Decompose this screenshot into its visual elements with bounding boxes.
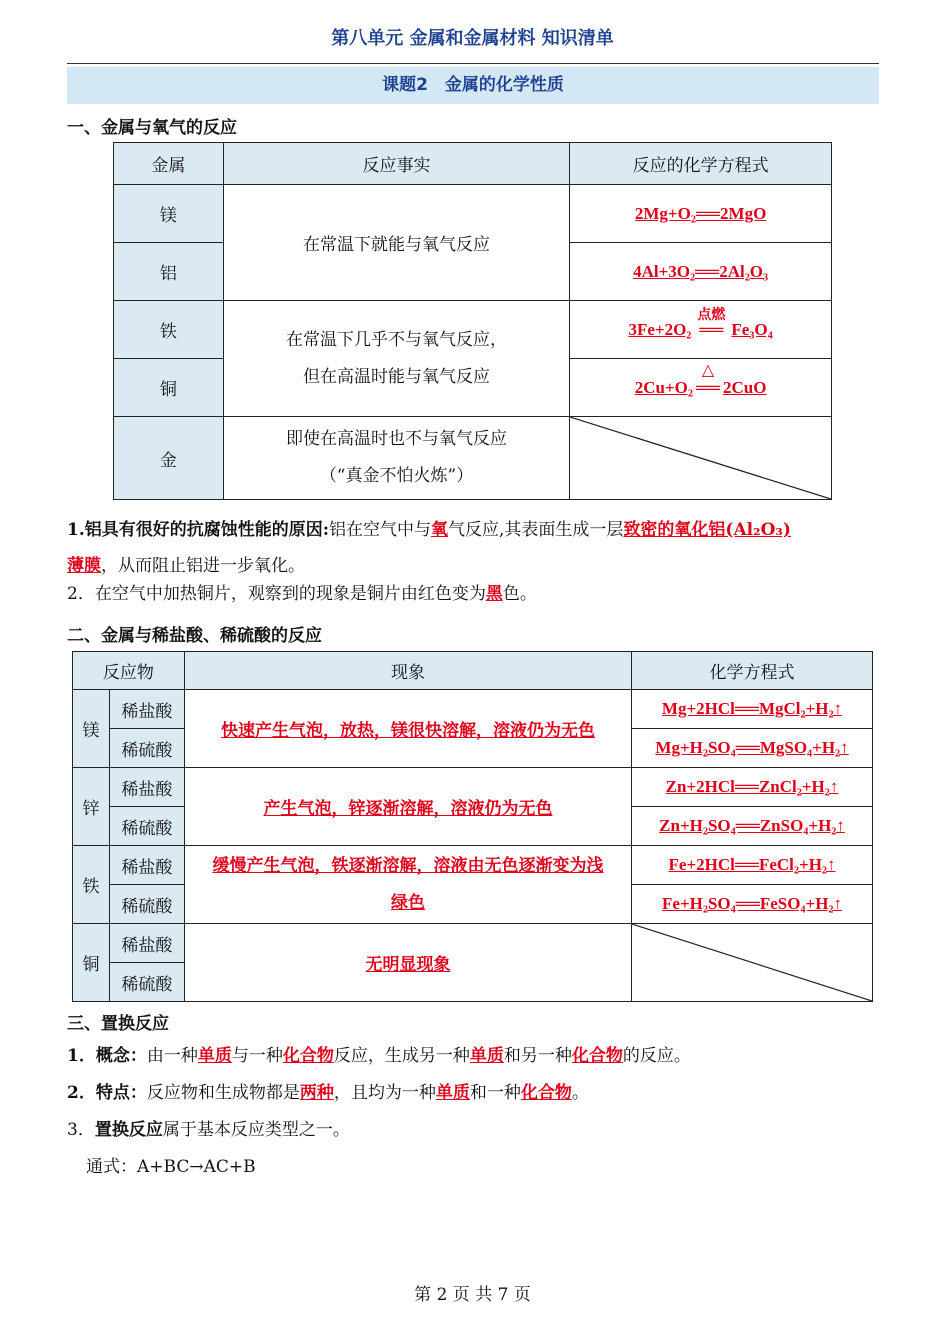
metal-zn: 锌 [73,768,110,846]
table-header-row [73,652,873,690]
table-row [114,417,832,500]
fact-fe-cu-line2: 但在高温时能与氧气反应 [303,366,491,387]
header-reactant: 反应物 [73,652,185,690]
metal-au: 金 [114,417,224,500]
diagonal-line [570,417,831,499]
condition-ignite: 点燃 [697,306,726,323]
page-footer: 第 2 页 共 7 页 [414,1285,531,1305]
equation-mg-hcl: Mg+2HCl══MgCl₂+H₂↑ [661,699,843,718]
empty-diagonal-cell [570,417,832,500]
fact-mg-al: 在常温下就能与氧气反应 [223,185,569,301]
table-row [114,185,832,243]
table-row: 铜 稀盐酸 无明显现象 [73,924,873,963]
diagonal-line [632,924,872,1001]
metal-al: 铝 [114,243,224,301]
paragraph-aluminum: 1.铝具有很好的抗腐蚀性能的原因:铝在空气中与氧气反应,其表面生成一层致密的氧化铝(Al₂O₃) 薄膜，从而阻止铝进一步氧化。 [67,520,791,576]
header-rule [67,63,879,64]
equation-fe-hcl: Fe+2HCl══FeCl₂+H₂↑ [668,855,836,874]
section-1-title: 一、金属与氧气的反应 [67,118,237,138]
fact-au: 即使在高温时也不与氧气反应 （“真金不怕火炼”） [223,417,569,500]
definition-line: 1．概念：由一种单质与一种化合物反应，生成另一种单质和另一种化合物的反应。 [67,1046,691,1066]
table-row [114,301,832,359]
section-3-title: 三、置换反应 [67,1014,169,1034]
phenomenon-cu: 无明显现象 [184,924,631,1002]
phenomenon-fe: 缓慢产生气泡，铁逐渐溶解，溶液由无色逐渐变为浅 绿色 [184,846,631,924]
document-header: 第八单元 金属和金属材料 知识清单 [331,28,614,49]
acid-reaction-table [72,651,873,1002]
table-header-row [114,143,832,185]
header-phenomenon: 现象 [184,652,631,690]
header-metal: 金属 [114,143,224,185]
table-row: 稀硫酸 [73,963,873,1002]
equation-zn-h2so4: Zn+H₂SO₄══ZnSO₄+H₂↑ [659,816,845,835]
topic-banner: 课题2 金属的化学性质 [67,67,879,104]
equation-al: 4Al+3O₂══2Al₂O₃ [633,261,769,281]
metal-mg: 镁 [73,690,110,768]
metal-cu: 铜 [114,359,224,417]
metal-mg: 镁 [114,185,224,243]
table-row: 铁 稀盐酸 缓慢产生气泡，铁逐渐溶解，溶液由无色逐渐变为浅 绿色 Fe+2HCl══FeCl₂+H₂↑ [73,846,873,885]
equation-fe: 3Fe+2O₂ 点燃 ══ Fe₃O₄ [570,301,832,359]
empty-diagonal-cell [632,924,873,1002]
table-row: 稀硫酸 Mg+H₂SO₄══MgSO₄+H₂↑ [73,729,873,768]
general-formula: 通式：A+BC→AC+B [86,1157,256,1177]
header-fact: 反应事实 [223,143,569,185]
metal-fe: 铁 [73,846,110,924]
fact-fe-cu [223,301,569,417]
fact-fe-cu-line1: 在常温下几乎不与氧气反应， [286,329,508,350]
equation-zn-hcl: Zn+2HCl══ZnCl₂+H₂↑ [665,777,839,796]
metal-cu: 铜 [73,924,110,1002]
table-row: 锌 稀盐酸 产生气泡，锌逐渐溶解，溶液仍为无色 Zn+2HCl══ZnCl₂+H₂↑ [73,768,873,807]
feature-line: 2．特点：反应物和生成物都是两种，且均为一种单质和一种化合物。 [67,1083,589,1103]
equation-fe-h2so4: Fe+H₂SO₄══FeSO₄+H₂↑ [662,894,843,913]
oxygen-reaction-table [113,142,832,500]
header-equation: 反应的化学方程式 [570,143,832,185]
phenomenon-zn: 产生气泡，锌逐渐溶解，溶液仍为无色 [184,768,631,846]
table-row: 镁 稀盐酸 快速产生气泡，放热，镁很快溶解，溶液仍为无色 Mg+2HCl══MgCl₂+H₂↑ [73,690,873,729]
equation-mg: 2Mg+O₂══2MgO [634,203,767,223]
paragraph-copper: 2．在空气中加热铜片，观察到的现象是铜片由红色变为黑色。 [67,584,537,604]
type-line: 3．置换反应属于基本反应类型之一。 [67,1120,350,1140]
equation-mg-h2so4: Mg+H₂SO₄══MgSO₄+H₂↑ [655,738,849,757]
metal-fe: 铁 [114,301,224,359]
phenomenon-mg: 快速产生气泡，放热，镁很快溶解，溶液仍为无色 [184,690,631,768]
table-row: 稀硫酸 Zn+H₂SO₄══ZnSO₄+H₂↑ [73,807,873,846]
header-equation: 化学方程式 [632,652,873,690]
section-2-title: 二、金属与稀盐酸、稀硫酸的反应 [67,626,322,646]
equation-cu: 2Cu+O₂ △ ══ 2CuO [570,359,832,417]
table-row: 稀硫酸 Fe+H₂SO₄══FeSO₄+H₂↑ [73,885,873,924]
condition-heat: △ [701,359,715,379]
